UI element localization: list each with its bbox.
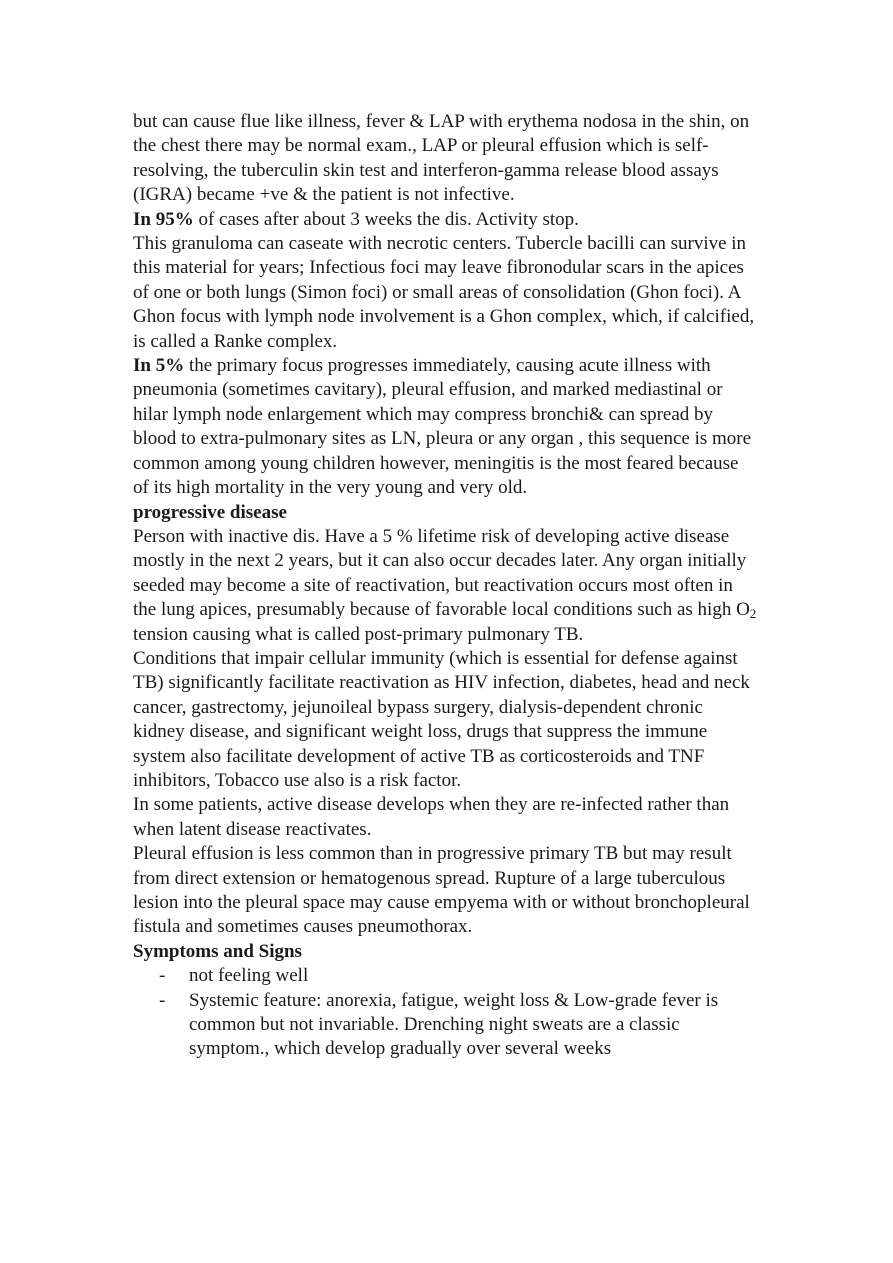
- heading-progressive-disease: progressive disease: [133, 501, 287, 523]
- paragraph-granuloma: This granuloma can caseate with necrotic centers. Tubercle bacilli can survive in this material for years; Infectious foci may leave fibronodular scars in the apices of one or both lungs (Simon foci) or small areas of consolidation (Ghon foci). A Ghon focus with lymph node involvement is a Ghon complex, which, if calcified, is called a Ranke complex.: [133, 233, 755, 352]
- list-item-text: Systemic feature: anorexia, fatigue, weight loss & Low-grade fever is common but not invariable. Drenching night sweats are a classic symptom., which develop gradually over several weeks: [189, 989, 719, 1060]
- subscript-2: 2: [749, 606, 757, 622]
- symptoms-list: [133, 964, 759, 1062]
- paragraph-95-text: of cases after about 3 weeks the dis. Activity stop.: [193, 208, 579, 230]
- paragraph-progressive-text-end: tension causing what is called post-primary pulmonary TB.: [133, 623, 584, 645]
- list-item: [133, 989, 759, 1062]
- paragraph-5-lead: In 5%: [133, 355, 185, 377]
- paragraph-reinfected: In some patients, active disease develops when they are re-infected rather than when latent disease reactivates.: [133, 794, 730, 840]
- paragraph-95-percent: [133, 208, 759, 232]
- paragraph-5-text: the primary focus progresses immediately, causing acute illness with pneumonia (sometimes cavitary), pleural effusion, and marked mediastinal or hilar lymph node enlargement which may compress bronchi& can spread by blood to extra-pulmonary sites as LN, pleura or any organ , this sequence is more common among young children however, meningitis is the most feared because of its high mortality in the very young and very old.: [133, 355, 752, 499]
- paragraph-intro: but can cause flue like illness, fever & LAP with erythema nodosa in the shin, on the chest there may be normal exam., LAP or pleural effusion which is self-resolving, the tuberculin skin test and interferon-gamma release blood assays (IGRA) became +ve & the patient is not infective.: [133, 111, 750, 206]
- list-dash: -: [159, 965, 166, 987]
- heading-symptoms-and-signs: Symptoms and Signs: [133, 940, 302, 962]
- paragraph-5-percent: [133, 354, 759, 500]
- list-item-text: not feeling well: [189, 965, 309, 987]
- paragraph-95-lead: In 95%: [133, 208, 194, 230]
- paragraph-pleural-effusion: Pleural effusion is less common than in progressive primary TB but may result from direct extension or hematogenous spread. Rupture of a large tuberculous lesion into the pleural space may cause empyema with or without bronchopleural fistula and sometimes causes pneumothorax.: [133, 843, 750, 938]
- paragraph-progressive: [133, 525, 759, 647]
- list-item: [133, 964, 759, 988]
- paragraph-conditions: Conditions that impair cellular immunity (which is essential for defense against TB) significantly facilitate reactivation as HIV infection, diabetes, head and neck cancer, gastrectomy, jejunoileal bypass surgery, dialysis-dependent chronic kidney disease, and significant weight loss, drugs that suppress the immune system also facilitate development of active TB as corticosteroids and TNF inhibitors, Tobacco use also is a risk factor.: [133, 647, 750, 791]
- list-dash: -: [159, 989, 166, 1011]
- paragraph-progressive-text: Person with inactive dis. Have a 5 % lifetime risk of developing active disease mostly in the next 2 years, but it can also occur decades later. Any organ initially seeded may become a site of reactivation, but reactivation occurs most often in the lung apices, presumably because of favorable local conditions such as high O: [133, 525, 750, 621]
- document-body: [133, 110, 759, 1062]
